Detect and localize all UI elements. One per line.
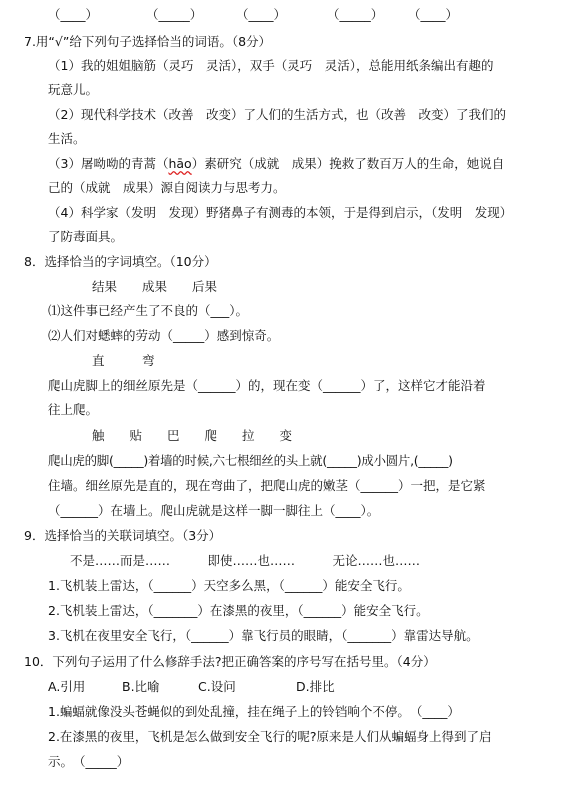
q9-title: 9．选择恰当的关联词填空。（3分） xyxy=(24,528,222,543)
q10-sentence-2: 2.在漆黑的夜里，飞机是怎么做到安全飞行的呢?原来是人们从蝙蝠身上得到了启 xyxy=(48,729,492,744)
q8-paragraph-2-end: （______）在墙上。爬山虎就是这样一脚一脚往上（____）。 xyxy=(48,503,380,518)
q7-s3-post: ）素研究（成就 成果）挽救了数百万人的生命，她说自 xyxy=(191,156,505,171)
q9-sentence-2: 2.飞机装上雷达，（_______）在漆黑的夜里，（______）能安全飞行。 xyxy=(48,603,429,618)
q10-option-c: C.设问 xyxy=(198,679,236,694)
blank-1[interactable]: （____） xyxy=(48,7,99,22)
q9-sentence-1: 1.飞机装上雷达，（______）天空多么黑，（______）能安全飞行。 xyxy=(48,578,410,593)
blank-3[interactable]: （____） xyxy=(236,7,287,22)
q7-sentence-4-cont: 了防毒面具。 xyxy=(48,229,124,244)
q8-word-bank-1: 结果 成果 后果 xyxy=(92,279,218,294)
q7-sentence-1: （1）我的姐姐脑筋（灵巧 灵活），双手（灵巧 灵活），总能用纸条编出有趣的 xyxy=(48,58,494,73)
q8-paragraph-1: 爬山虎脚上的细丝原先是（______）的，现在变（______）了，这样它才能沿着 xyxy=(48,378,486,393)
q10-sentence-1: 1.蝙蝠就像没头苍蝇似的到处乱撞，挂在绳子上的铃铛响个不停。 （____） xyxy=(48,704,460,719)
q7-sentence-2-cont: 生活。 xyxy=(48,131,86,146)
q7-title: 7.用“√”给下列句子选择恰当的词语。（8分） xyxy=(24,34,272,49)
q10-sentence-2-cont: 示。 （_____） xyxy=(48,754,130,769)
q7-sentence-2: （2）现代科学技术（改善 改变）了人们的生活方式，也（改善 改变）了我们的 xyxy=(48,107,506,122)
q8-paragraph-1-cont: 往上爬。 xyxy=(48,402,99,417)
q10-title: 10．下列句子运用了什么修辞手法?把正确答案的序号写在括号里。（4分） xyxy=(24,654,436,669)
blank-5[interactable]: （____） xyxy=(408,7,459,22)
q7-sentence-4: （4）科学家（发明 发现）野猪鼻子有测毒的本领，于是得到启示，（发明 发现） xyxy=(48,205,513,220)
blank-2[interactable]: （_____） xyxy=(146,7,203,22)
q10-option-a: A.引用 xyxy=(48,679,86,694)
q10-option-d: D.排比 xyxy=(296,679,335,694)
q7-s3-pre: （3）屠呦呦的青蒿（ xyxy=(48,156,169,171)
q8-sentence-1: ⑴这件事已经产生了不良的（___）。 xyxy=(48,303,249,318)
q8-sentence-2: ⑵人们对蟋蟀的劳动（_____）感到惊奇。 xyxy=(48,328,280,343)
q7-sentence-3-cont: 己的（成就 成果）源自阅读力与思考力。 xyxy=(48,180,286,195)
q9-word-bank: 不是……而是…… 即使……也…… 无论……也…… xyxy=(70,553,421,568)
blank-4[interactable]: （_____） xyxy=(327,7,384,22)
q8-title: 8．选择恰当的字词填空。（10分） xyxy=(24,254,217,269)
q8-paragraph-2-cont: 住墙。细丝原先是直的，现在弯曲了，把爬山虎的嫩茎（______）一把，是它紧 xyxy=(48,478,486,493)
q10-option-b: B.比喻 xyxy=(122,679,160,694)
q7-sentence-3 xyxy=(48,156,504,172)
pinyin-hao: hāo xyxy=(168,156,192,171)
q9-sentence-3: 3.飞机在夜里安全飞行，（______）靠飞行员的眼睛，（_______）靠雷达导航。 xyxy=(48,628,479,643)
q8-paragraph-2: 爬山虎的脚(_____)着墙的时候,六七根细丝的头上就(_____)成小圆片,(_____) xyxy=(48,453,453,468)
q7-sentence-1-cont: 玩意儿。 xyxy=(48,82,99,97)
q8-word-bank-3: 触 贴 巴 爬 拉 变 xyxy=(92,428,293,443)
q8-word-bank-2: 直 弯 xyxy=(92,353,155,368)
